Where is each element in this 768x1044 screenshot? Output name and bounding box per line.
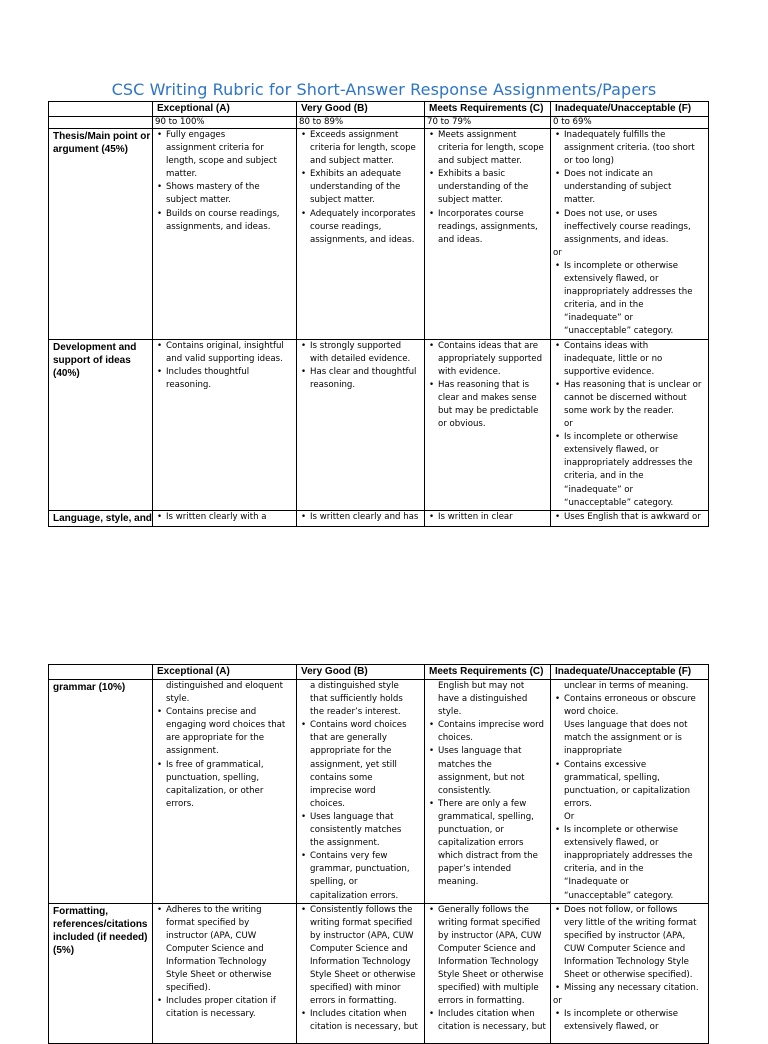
cell-text-line: English but may not <box>438 681 525 691</box>
cell-text-line: Style Sheet or otherwise <box>438 970 544 981</box>
cell-text-line: Style Sheet or otherwise <box>166 970 272 981</box>
cell-text-line: citation is necessary. <box>166 1009 256 1020</box>
cell-text-line: format specified by <box>166 917 250 928</box>
cell-text-line: distinguished and eloquent <box>166 681 284 691</box>
cell-text-line: style. <box>166 694 190 705</box>
bullet-item: • Is incomplete or otherwise <box>553 824 706 837</box>
cell-text-line: criteria for length, scope <box>438 143 544 154</box>
cell-text-line: assignment criteria. (too short <box>564 143 695 154</box>
criterion-label-line: grammar (10%) <box>53 682 126 693</box>
bullet-item: • Contains excessive <box>553 759 706 772</box>
bullet-item: • Exceeds assignment <box>299 129 422 142</box>
bullet-item: • Contains ideas that are <box>427 340 548 353</box>
cell-text-line: with detailed evidence. <box>310 353 411 364</box>
cell-text-line: with evidence. <box>438 366 501 377</box>
bullet-item: • Missing any necessary citation. <box>553 982 706 995</box>
cell-text-line: errors in formatting. <box>438 996 525 1007</box>
cell-text-line: clear and makes sense <box>438 392 537 403</box>
cell-text-line: errors in formatting. <box>310 996 397 1007</box>
cell-text-line: consistently. <box>438 785 492 796</box>
cell-text-line: matter. <box>166 169 198 180</box>
cell-text-line: and ideas. <box>438 234 483 245</box>
bullet-item: • Does not use, or uses <box>553 208 706 221</box>
bullet-item: • Contains ideas with <box>553 340 706 353</box>
cell-text-line: the reader’s interest. <box>310 707 401 718</box>
document-title: CSC Writing Rubric for Short-Answer Response Assignments/Papers <box>111 80 657 99</box>
rubric-cell-inadequate <box>551 339 709 510</box>
criterion-cell <box>49 680 153 904</box>
rubric-cell-meets-requirements <box>425 680 551 904</box>
bullet-item: • Uses English that is awkward or <box>553 511 706 524</box>
bullet-item: • Is incomplete or otherwise <box>553 1008 706 1021</box>
cell-text-line: unclear in terms of meaning. <box>564 681 689 691</box>
header-exceptional: Exceptional (A) <box>153 102 297 117</box>
cell-text-line: which distract from the <box>438 851 538 862</box>
rubric-cell-very-good <box>297 903 425 1043</box>
cell-text-line: imprecise word <box>310 785 376 796</box>
rubric-cell-meets-requirements <box>425 903 551 1043</box>
criterion-label-line: Development and <box>53 341 137 353</box>
bullet-item: • Does not follow, or follows <box>553 904 706 917</box>
bullet-item: • Exhibits a basic <box>427 168 548 181</box>
criterion-label-line: Thesis/Main point or <box>53 131 151 142</box>
cell-text-line: or obvious. <box>438 419 486 430</box>
criterion-label-line: argument (45%) <box>53 144 129 155</box>
bullet-item: • Contains imprecise word <box>427 719 548 732</box>
cell-text-line: inadequate, little or no <box>564 353 663 364</box>
rubric-cell-exceptional <box>153 680 297 904</box>
cell-text-line: extensively flawed, or <box>564 1022 659 1033</box>
cell-text-line: capitalization errors <box>438 838 524 849</box>
cell-text-line: some work by the reader. <box>564 405 674 416</box>
cell-text-line: “unacceptable” category. <box>564 497 674 508</box>
cell-text-line: errors. <box>166 798 195 809</box>
cell-text-line: assignments, and ideas. <box>310 234 415 245</box>
bullet-item: • Contains original, insightful <box>155 340 294 353</box>
cell-text-line: writing format specified <box>438 917 541 928</box>
cell-text-line: subject matter. <box>166 195 232 206</box>
cell-text-line: Style Sheet or otherwise <box>310 970 416 981</box>
bullet-item: • Generally follows the <box>427 904 548 917</box>
cell-text-line: by instructor (APA, CUW <box>310 930 414 941</box>
cell-text-line: supportive evidence. <box>564 366 655 377</box>
cell-text-line: consistently matches <box>310 825 402 836</box>
cell-text-line: Information Technology Style <box>564 956 689 967</box>
rubric-row-grammar <box>49 680 709 904</box>
rubric-row-language <box>49 510 709 526</box>
cell-text-line: reasoning. <box>166 379 212 390</box>
cell-text-line: punctuation, or capitalization <box>564 785 691 796</box>
rubric-cell-very-good <box>297 129 425 340</box>
cell-text-line: Computer Science and <box>310 943 408 954</box>
cell-text-line: and subject matter. <box>438 156 522 167</box>
rubric-cell-very-good <box>297 680 425 904</box>
cell-text-line: inappropriately addresses the <box>564 458 693 469</box>
bullet-item: • Is written in clear <box>427 511 548 524</box>
rubric-row-development <box>49 339 709 510</box>
cell-text-line: Computer Science and <box>166 943 264 954</box>
bullet-item: • Contains erroneous or obscure <box>553 693 706 706</box>
bullet-item: • Is written clearly with a <box>155 511 294 524</box>
header-exceptional: Exceptional (A) <box>153 665 297 680</box>
rubric-cell-inadequate <box>551 903 709 1043</box>
rubric-cell-exceptional <box>153 510 297 526</box>
rubric-cell-very-good <box>297 510 425 526</box>
bullet-item: • Includes thoughtful <box>155 366 294 379</box>
bullet-item: • Has reasoning that is <box>427 379 548 392</box>
header-very-good: Very Good (B) <box>297 665 425 680</box>
rubric-table-page-2 <box>48 664 709 1044</box>
criterion-cell <box>49 339 153 510</box>
cell-text-line: Or <box>564 811 575 822</box>
cell-text-line: by instructor (APA, CUW <box>438 930 542 941</box>
bullet-item: • Contains precise and <box>155 706 294 719</box>
header-very-good: Very Good (B) <box>297 102 425 117</box>
bullet-item: • Is incomplete or otherwise <box>553 260 706 273</box>
percent-exceptional: 90 to 100% <box>153 117 297 129</box>
percent-criterion <box>49 117 153 129</box>
cell-text-line: reasoning. <box>310 379 356 390</box>
cell-text-line: or <box>553 247 562 258</box>
cell-text-line: assignment, but not <box>438 772 525 783</box>
bullet-item: • Contains word choices <box>299 719 422 732</box>
cell-text-line: the assignment. <box>310 838 380 849</box>
header-meets-requirements: Meets Requirements (C) <box>425 102 551 117</box>
bullet-item: • Includes proper citation if <box>155 995 294 1008</box>
cell-text-line: writing format specified <box>310 917 413 928</box>
cell-text-line: specified). <box>166 983 211 994</box>
criterion-label-line: (5%) <box>53 944 75 956</box>
cell-text-line: have a distinguished <box>438 694 528 705</box>
cell-text-line: grammatical, spelling, <box>564 772 660 783</box>
cell-text-line: citation is necessary, but <box>438 1022 546 1033</box>
cell-text-line: matches the <box>438 759 492 770</box>
percent-row <box>49 117 709 129</box>
criterion-label-line: (40%) <box>53 367 80 379</box>
cell-text-line: that sufficiently holds <box>310 694 403 705</box>
criterion-label-line: included (if needed) <box>53 931 148 943</box>
rubric-cell-exceptional <box>153 339 297 510</box>
cell-text-line: inappropriately addresses the <box>564 287 693 298</box>
cell-text-line: “inadequate” or <box>564 484 634 495</box>
cell-text-line: word choice. <box>564 707 619 718</box>
bullet-item: • Includes citation when <box>299 1008 422 1021</box>
cell-text-line: subject matter. <box>438 195 504 206</box>
bullet-item: • Is strongly supported <box>299 340 422 353</box>
cell-text-line: Information Technology <box>438 956 539 967</box>
percent-inadequate: 0 to 69% <box>551 117 709 129</box>
cell-text-line: course readings, <box>310 221 382 232</box>
cell-text-line: appropriate for the <box>310 746 392 757</box>
cell-text-line: subject matter. <box>310 195 376 206</box>
cell-text-line: length, scope and subject <box>166 156 277 167</box>
cell-text-line: engaging word choices that <box>166 720 286 731</box>
cell-text-line: assignments, and ideas. <box>166 221 271 232</box>
cell-text-line: “Inadequate or <box>564 877 629 888</box>
criterion-cell <box>49 510 153 526</box>
cell-text-line: inappropriate <box>564 746 622 757</box>
cell-text-line: punctuation, spelling, <box>166 772 260 783</box>
cell-text-line: that are generally <box>310 733 387 744</box>
cell-text-line: assignments, and ideas. <box>564 234 669 245</box>
cell-text-line: assignment, yet still <box>310 759 397 770</box>
bullet-item: • Consistently follows the <box>299 904 422 917</box>
bullet-item: • There are only a few <box>427 798 548 811</box>
cell-text-line: and valid supporting ideas. <box>166 353 283 364</box>
cell-text-line: spelling, or <box>310 877 358 888</box>
rubric-cell-meets-requirements <box>425 510 551 526</box>
cell-text-line: “unacceptable” category. <box>564 326 674 337</box>
cell-text-line: extensively flawed, or <box>564 274 659 285</box>
percent-very-good: 80 to 89% <box>297 117 425 129</box>
rubric-cell-inadequate <box>551 510 709 526</box>
cell-text-line: specified) with minor <box>310 983 401 994</box>
cell-text-line: cannot be discerned without <box>564 392 687 403</box>
cell-text-line: criteria, and in the <box>564 864 644 875</box>
rubric-row-thesis <box>49 129 709 340</box>
header-inadequate: Inadequate/Unacceptable (F) <box>551 665 709 680</box>
bullet-item: • Fully engages <box>155 129 294 142</box>
rubric-cell-inadequate <box>551 680 709 904</box>
cell-text-line: are appropriate for the <box>166 733 265 744</box>
header-criterion <box>49 665 153 680</box>
cell-text-line: grammar, punctuation, <box>310 864 410 875</box>
cell-text-line: criteria, and in the <box>564 300 644 311</box>
cell-text-line: Information Technology <box>310 956 411 967</box>
rubric-table-page-1 <box>48 101 709 527</box>
cell-text-line: or <box>564 419 573 430</box>
cell-text-line: Computer Science and <box>438 943 536 954</box>
criterion-cell <box>49 903 153 1043</box>
criterion-label-line: Language, style, and <box>53 512 152 524</box>
rubric-cell-exceptional <box>153 903 297 1043</box>
bullet-item: • Incorporates course <box>427 208 548 221</box>
bullet-item: • Shows mastery of the <box>155 181 294 194</box>
cell-text-line: assignment criteria for <box>166 143 264 154</box>
header-row <box>49 102 709 117</box>
bullet-item: • Meets assignment <box>427 129 548 142</box>
cell-text-line: extensively flawed, or <box>564 838 659 849</box>
bullet-item: • Exhibits an adequate <box>299 168 422 181</box>
bullet-item: • Uses language that <box>299 811 422 824</box>
rubric-cell-meets-requirements <box>425 129 551 340</box>
bullet-item: • Adheres to the writing <box>155 904 294 917</box>
criterion-label-line: references/citations <box>53 918 148 930</box>
cell-text-line: grammatical, spelling, <box>438 811 534 822</box>
cell-text-line: inappropriately addresses the <box>564 851 693 862</box>
cell-text-line: criteria for length, scope <box>310 143 416 154</box>
cell-text-line: choices. <box>438 733 474 744</box>
cell-text-line: or <box>553 996 562 1007</box>
cell-text-line: Uses language that does not <box>564 720 688 731</box>
cell-text-line: a distinguished style <box>310 681 399 691</box>
cell-text-line: or too long) <box>564 156 615 167</box>
cell-text-line: CUW Computer Science and <box>564 943 686 954</box>
header-meets-requirements: Meets Requirements (C) <box>425 665 551 680</box>
cell-text-line: ineffectively course readings, <box>564 221 691 232</box>
header-inadequate: Inadequate/Unacceptable (F) <box>551 102 709 117</box>
bullet-item: • Builds on course readings, <box>155 208 294 221</box>
cell-text-line: style. <box>438 707 462 718</box>
bullet-item: • Uses language that <box>427 745 548 758</box>
bullet-item: • Adequately incorporates <box>299 208 422 221</box>
header-criterion <box>49 102 153 117</box>
cell-text-line: understanding of the <box>438 182 529 193</box>
bullet-item: • Is free of grammatical, <box>155 759 294 772</box>
rubric-cell-inadequate <box>551 129 709 340</box>
cell-text-line: citation is necessary, but <box>310 1022 418 1033</box>
criterion-label-line: Formatting, <box>53 905 108 917</box>
header-row <box>49 665 709 680</box>
cell-text-line: understanding of subject <box>564 182 672 193</box>
cell-text-line: “inadequate” or <box>564 313 634 324</box>
cell-text-line: match the assignment or is <box>564 733 682 744</box>
rubric-cell-exceptional <box>153 129 297 340</box>
cell-text-line: “unacceptable” category. <box>564 890 674 901</box>
percent-meets-requirements: 70 to 79% <box>425 117 551 129</box>
cell-text-line: errors. <box>564 798 593 809</box>
bullet-item: • Includes citation when <box>427 1008 548 1021</box>
cell-text-line: appropriately supported <box>438 353 543 364</box>
cell-text-line: contains some <box>310 772 373 783</box>
cell-text-line: capitalization errors. <box>310 890 399 901</box>
cell-text-line: punctuation, or <box>438 825 504 836</box>
bullet-item: • Has clear and thoughtful <box>299 366 422 379</box>
bullet-item: • Is incomplete or otherwise <box>553 431 706 444</box>
criterion-cell <box>49 129 153 340</box>
cell-text-line: readings, assignments, <box>438 221 538 232</box>
rubric-row-formatting <box>49 903 709 1043</box>
cell-text-line: criteria, and in the <box>564 471 644 482</box>
cell-text-line: choices. <box>310 798 346 809</box>
cell-text-line: understanding of the <box>310 182 401 193</box>
bullet-item: • Inadequately fulfills the <box>553 129 706 142</box>
cell-text-line: and subject matter. <box>310 156 394 167</box>
cell-text-line: paper’s intended <box>438 864 512 875</box>
cell-text-line: specified) with multiple <box>438 983 539 994</box>
cell-text-line: meaning. <box>438 877 479 888</box>
cell-text-line: capitalization, or other <box>166 785 264 796</box>
cell-text-line: but may be predictable <box>438 405 539 416</box>
cell-text-line: Information Technology <box>166 956 267 967</box>
bullet-item: • Contains very few <box>299 850 422 863</box>
bullet-item: • Does not indicate an <box>553 168 706 181</box>
cell-text-line: very little of the writing format <box>564 917 697 928</box>
bullet-item: • Has reasoning that is unclear or <box>553 379 706 392</box>
cell-text-line: Sheet or otherwise specified). <box>564 970 693 981</box>
cell-text-line: assignment. <box>166 746 219 757</box>
criterion-label-line: support of ideas <box>53 354 131 366</box>
rubric-cell-meets-requirements <box>425 339 551 510</box>
cell-text-line: specified by instructor (APA, <box>564 930 686 941</box>
cell-text-line: extensively flawed, or <box>564 445 659 456</box>
cell-text-line: matter. <box>564 195 596 206</box>
rubric-cell-very-good <box>297 339 425 510</box>
cell-text-line: instructor (APA, CUW <box>166 930 257 941</box>
bullet-item: • Is written clearly and has <box>299 511 422 524</box>
